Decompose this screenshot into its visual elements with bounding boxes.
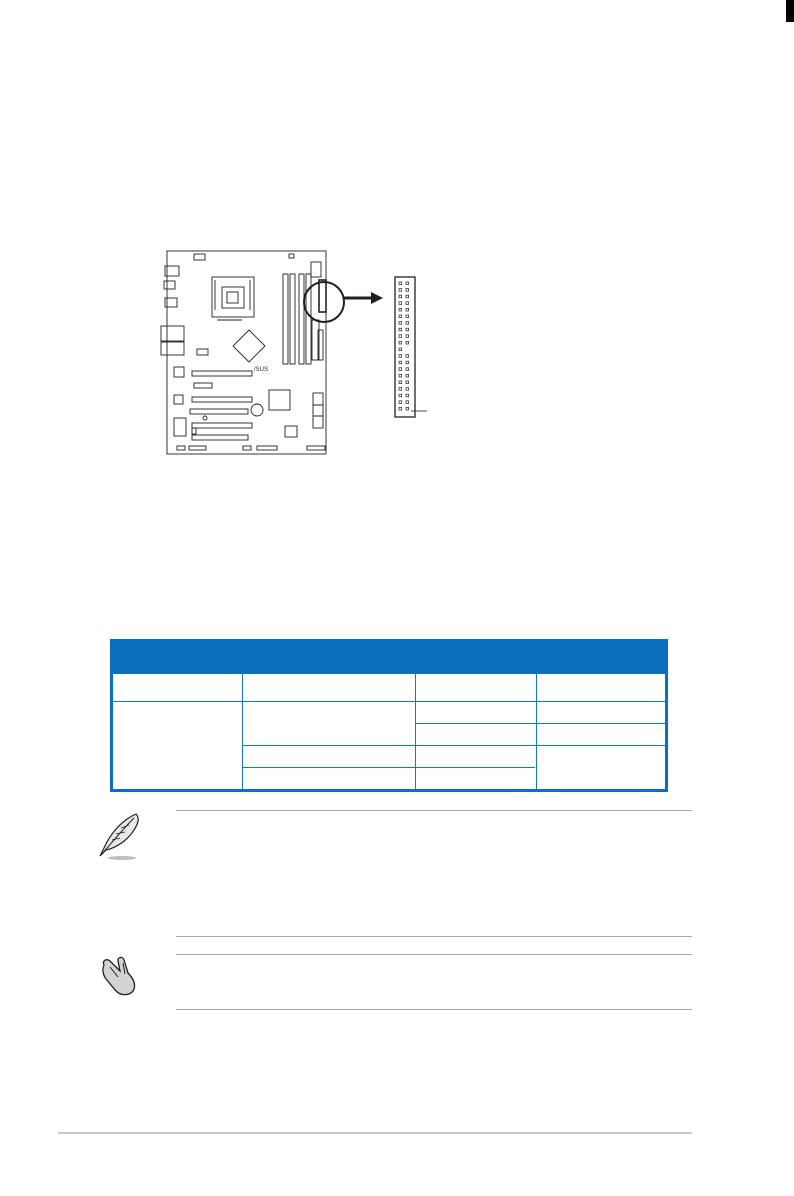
ide-connector-enlarged <box>395 277 415 417</box>
dimm-slot <box>299 274 304 364</box>
feather-quill-icon <box>92 810 150 862</box>
atx-power-connector <box>311 262 321 277</box>
connector-pin <box>406 335 409 338</box>
rear-io-port <box>164 281 175 289</box>
expansion-slot <box>192 423 252 428</box>
motherboard-diagram <box>160 240 440 460</box>
page-edge-tab <box>786 0 794 22</box>
connector-pin <box>399 302 402 305</box>
connector-pin <box>399 381 402 384</box>
table-row-divider <box>243 745 665 746</box>
northbridge-chip <box>233 330 265 362</box>
table-column-divider <box>536 674 537 789</box>
table-column-divider <box>415 674 416 789</box>
connector-pin <box>399 295 402 298</box>
connector-pin <box>406 322 409 325</box>
connector-pin <box>399 322 402 325</box>
connector-pin <box>399 374 402 377</box>
connector-pin <box>399 388 402 391</box>
connector-pin <box>399 315 402 318</box>
connector-pin <box>399 355 402 358</box>
connector-pin <box>406 355 409 358</box>
footer-rule <box>58 1132 692 1134</box>
connector-pin <box>399 401 402 404</box>
connector-pin <box>406 401 409 404</box>
caution-top-rule <box>176 954 692 955</box>
hand-stop-icon <box>98 955 144 997</box>
expansion-slot <box>192 435 248 440</box>
connector-pin <box>406 361 409 364</box>
ide-connector-on-board <box>319 280 326 312</box>
connector-pin <box>406 374 409 377</box>
connector-pin <box>399 341 402 344</box>
battery <box>251 404 263 416</box>
expansion-slot <box>194 383 212 388</box>
sata-connector <box>313 393 323 428</box>
connector-pin <box>399 328 402 331</box>
connector-pins <box>399 282 409 410</box>
connector-pin <box>406 289 409 292</box>
table-row-divider <box>243 767 535 768</box>
connector-pin <box>399 335 402 338</box>
connector-pin <box>406 407 409 410</box>
southbridge-chip <box>269 390 290 410</box>
connector-pin <box>406 282 409 285</box>
connector-pin <box>406 368 409 371</box>
top-connector <box>194 254 205 260</box>
connector-pin <box>399 394 402 397</box>
connector-pin <box>399 282 402 285</box>
connector-pin <box>406 328 409 331</box>
connector-pin <box>406 302 409 305</box>
connector-pin <box>399 308 402 311</box>
expansion-slot <box>190 409 248 414</box>
connector-pin <box>399 289 402 292</box>
cpu-socket <box>212 277 254 317</box>
connector-pin <box>399 361 402 364</box>
connector-pin <box>399 348 402 351</box>
settings-table <box>110 639 668 792</box>
table-header-bar <box>110 639 668 674</box>
caution-bottom-rule <box>176 1009 692 1010</box>
rear-io-port <box>161 326 184 341</box>
dimm-slot <box>290 274 295 364</box>
board-logo: /SUS <box>254 367 269 373</box>
dimm-slot <box>283 274 288 364</box>
pointer-arrowhead <box>371 292 383 304</box>
note-top-rule <box>176 810 692 811</box>
connector-pin <box>406 295 409 298</box>
note-bottom-rule <box>176 936 692 937</box>
connector-pin <box>406 341 409 344</box>
connector-pin <box>406 308 409 311</box>
connector-pin <box>406 381 409 384</box>
connector-pin <box>399 368 402 371</box>
connector-pin <box>399 407 402 410</box>
connector-pin <box>406 315 409 318</box>
highlight-circle <box>304 282 344 322</box>
connector-pin <box>406 394 409 397</box>
table-body <box>110 674 668 792</box>
cpu-socket-inner <box>222 287 244 308</box>
expansion-slot <box>192 371 252 376</box>
table-row-divider <box>113 701 665 702</box>
table-column-divider <box>242 674 243 789</box>
expansion-slot <box>192 397 252 402</box>
top-jumper <box>289 254 294 258</box>
board-outline <box>167 251 326 454</box>
connector-pin <box>406 388 409 391</box>
table-row-divider <box>416 723 665 724</box>
rear-io-port <box>161 342 184 355</box>
